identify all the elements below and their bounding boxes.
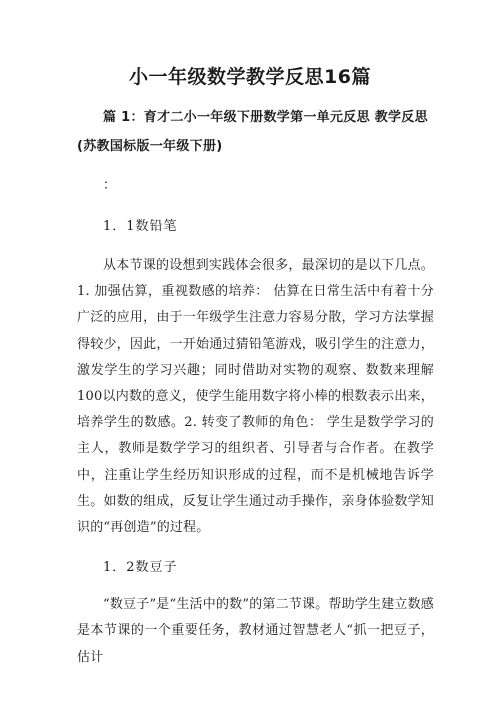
section-paragraph-2: “数豆子”是“生活中的数”的第二节课。帮助学生建立数感是本节课的一个重要任务，教材通过智慧老人“抓一把豆子，估计: [77, 597, 434, 665]
section-paragraph-1: 从本节课的设想到实践体会很多，最深切的是以下几点。1. 加强估算，重视数感的培养： 估算在日常生活中有着十分广泛的应用，由于一年级学生注意力容易分散，学习方法掌握得较少，因此，一开始通过猜铅笔游戏，吸引学生的注意力，激发学生的学习兴趣；同时借助对实物的观察、数数来理解100以内数的意义，使学生能用数字将小棒的根数表示出来，培养学生的数感。2. 转变了教师的角色： 学生是数学学习的主人，教师是数学学习的组织者、引导者与合作者。在教学中，注重让学生经历知识形成的过程，而不是机械地告诉学生。如数的组成，反复让学生通过动手操作，亲身体验数学知识的“再创造”的过程。: [77, 258, 434, 536]
colon-line: ：: [103, 178, 117, 193]
document-title: 小一年级数学教学反思16篇: [129, 66, 371, 88]
document-body: [77, 103, 434, 671]
section-heading-1: 1．1数铅笔: [103, 219, 178, 234]
section-heading-2: 1．2数豆子: [103, 560, 178, 576]
chapter-subtitle: 篇 1：育才二小一年级下册数学第一单元反思 教学反思(苏教国标版一年级下册): [77, 110, 428, 154]
